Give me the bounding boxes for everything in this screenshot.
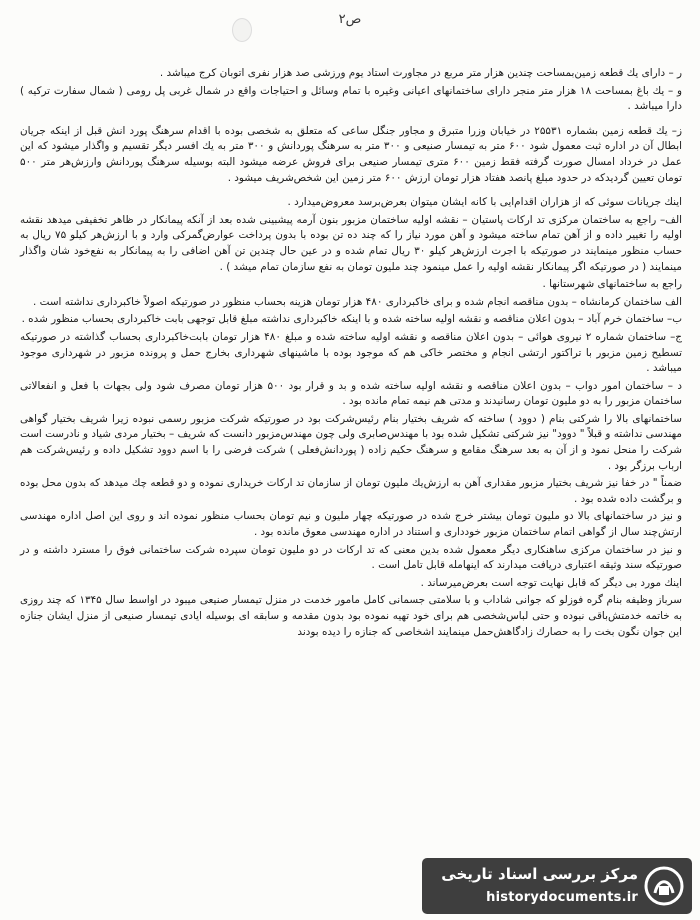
paragraph-v: و – یك باغ بمساحت ۱۸ هزار متر منجر دارای ساختمانهای اعیانی وغیره با تمام وسائل و احتیاجات واقع در شمال غربی پل رومی ( شمال سفارت ترکیه ) دارا میباشد . [20,84,682,113]
archive-watermark [422,858,692,914]
paragraph-deposit: و نیز در ساختمان مرکزی ساهنکاری دیگر معمول شده بدین معنی که تد ارکات در دو ملیون تومان سپرده شرکت ساختمانی فوق را مسترد داشته و در صورتیکه سند وثیقه اعتباری دریافت میدارند که اینهامله قابل تامل است . [20,543,682,572]
paragraph-overspend: و نیز در ساختمانهای بالا دو ملیون تومان بیشتر خرج شده در صورتیکه چهار ملیون و نیم تومان بحساب منظور نموده اند و روی این اصل اداره مهندسی ارتش‌چند سال از گواهی اتمام ساختمان مزبور خودداری و استناد در اداره مهندسی معوق مانده بود . [20,510,682,539]
document-body [20,66,682,642]
watermark-url: historydocuments.ir [486,890,638,905]
paragraph-provinces-heading: راجع به ساختمانهای شهرستانها . [542,278,682,291]
paragraph-company: ساختمانهای بالا را شرکتی بنام ( دوود ) ساخته که شریف بختیار بنام رئیس‌شرکت بود در صورتیکه شرکت مزبور رسمی نبوده زیرا شریف بختیار گواهی مهندسی نداشته و قبلاً " دوود" نیز شرکتی تشکیل شده بود با مهندس‌صابری ولی چون مهندس‌مزبور دانست که شریف – بختیار مردی شیاد و نادرست است شرکت را منحل نمود و از آن به بعد سرهنگ مقامع و سرهنگ حکیم زاده ( پوردانش‌فعلی ) شرکت فرضی را با اسم دوود تشکیل داده و رئیس‌شرکت هم ارباب برزگر بود . [20,412,682,472]
paragraph-z: ز– یك قطعه زمین بشماره ۲۵۵۳۱ در خیابان وزرا متبرق و مجاور جنگل ساعی که متعلق به شخصی بوده با اقدام سرهنگ پورد انش قبل از اینکه جریان ابطال آن در اداره ثبت معمول شود ۶۰۰ متر به تیمسار صنیعی و ۳۰۰ متر به سرهنگ پوردانش و ۳۰۰ متر به یك افسر دیگر تقسیم و واگذار میشود که این عمل در خرداد امسال صورت گرفته فقط زمین ۶۰۰ متری تیمسار صنیعی برای فروش عرضه میشود البته بوسیله سرهنگ پوردانش وارزش‌هر متر ۵۰۰ تومان تعیین گردید‌که در حدود مبلغ پانصد هفتاد هزار تومان ارزش ۶۰۰ متر زمین این شخص‌شریف میشود . [20,124,683,184]
paragraph-davab: د – ساختمان امور دواب – بدون اعلان مناقصه و نقشه اولیه ساخته شده و بد و قرار بود ۵۰۰ هزار تومان مصرف شود ولی بجهات با فعل و انفعالاتی ساختمان مزبور را به دو ملیون تومان رسانیدند و مدتی هم نیمه تمام مانده بود . [20,379,682,408]
paragraph-alef-central: الف– راجع به ساختمان مرکزی تد ارکات پاستیان – نقشه اولیه ساختمان مزبور بنون آرمه پیشبینی شده بعد از آنکه پیمانکار در ظاهر تخفیفی میدهد نقشه اولیه را تغییر داده و از آهن تمام ساخته میشود و آهن مورد نیاز را که چند ده تن بوده با بدون پرداخت عوارض‌گمرکی وارد و با ارزش‌هر کیلو ۷۵ ریال به حساب منظور مینمایند در صورتیکه با اجرت ارزش‌هر کیلو ۳۰ ریال تمام شده و در عین حال چندین تن آهن اضافی را به پیمانکار به نفع‌خود شان واگذار مینمایند ( در صورتیکه اگر پیمانکار نقشه اولیه را عمل مینمود چند ملیون تومان به نفع سازمان تمام میشد ) . [20,213,682,273]
paragraph-checks: ضمناً " در خفا نیز شریف بختیار مزبور مقداری آهن به ارزش‌یك ملیون تومان از سازمان تد ارکات خریداری نموده و دو قطعه چك میدهد که بدون محل بوده و برگشت داده شده بود . [20,477,682,505]
paragraph-khorramabad: ب– ساختمان خرم آباد – بدون اعلان مناقصه و نقشه اولیه ساخته شده و با اینکه خاکبرداری نداشته مبلغ قابل توجهی بابت خاکبرداری بحساب منظور شده . [21,313,682,326]
paragraph-soldier: سرباز وظیفه بنام گره فوزلو که جوانی شاداب و با سلامتی جسمانی کامل مامور خدمت در منزل تیمسار صنیعی میبود در اواسط سال ۱۳۴۵ که چند روزی به خاتمه خدمتش‌باقی نبوده و حتی لباس‌شخصی هم برای خود تهیه نموده بود بدون مقدمه و سابقه ای بوسیله ایادی تیمسار صنیعی از منزل ایشان جنازه این جوان نگون بخت را به حصارك زاد‌گاهش‌حمل مینمایند اشخاصی که جنازه را دیده بودند [20,594,683,638]
paragraph-airforce: ج– ساختمان شماره ۲ نیروی هوائی – بدون اعلان مناقصه و نقشه اولیه ساخته شده و مبلغ ۴۸۰ هزار تومان بابت‌خاکبرداری بحساب گذاشته در صورتیکه تسطیح زمین مزبور با تراکتور ارتشی انجام و مختصر خاکی هم که موجود بوده با ماشینهای شهرداری بخارج حمل و پرونده مزبور در شهرداری موجود میباشد . [20,330,683,375]
paragraph-another-case: اینك مورد بی دیگر که قابل نهایت توجه است بعرض‌میرساند . [420,576,682,589]
paragraph-r: ر – دارای یك قطعه زمین‌بمساحت چندین هزار متر مربع در مجاورت استاد یوم ورزشی صد هزار نفری اتوبان کرج میباشد . [159,67,682,79]
watermark-title: مرکز بررسی اسناد تاریخی [441,865,638,883]
archive-logo-icon [644,866,684,906]
paragraph-kermanshah: الف ساختمان کرمانشاه – بدون مناقصه انجام شده و برای خاکبرداری ۴۸۰ هزار تومان هزینه بحساب منظور در صورتیکه اصولاً خاکبرداری نداشته است . [33,295,682,308]
paragraph-intro: اینك جریانات سوئی که از هزاران اقدام‌ایی با کانه ایشان میتوان بعرض‌برسد معروض‌میدارد . [287,196,682,209]
page-number: ص۲ [338,12,362,27]
